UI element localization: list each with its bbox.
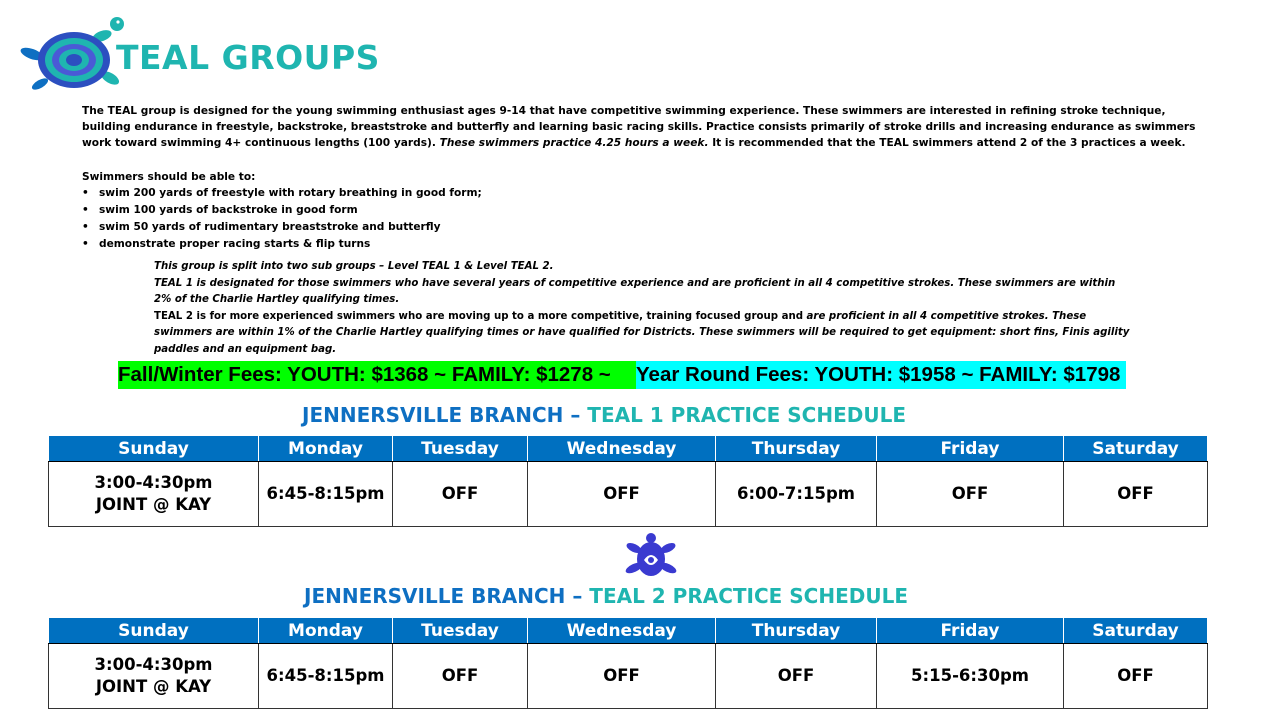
year-round-fees: Year Round Fees: YOUTH: $1958 ~ FAMILY: $1798	[636, 361, 1126, 389]
table-row	[49, 644, 1208, 709]
turtle-small-icon	[620, 532, 682, 584]
column-header: Friday	[877, 618, 1064, 644]
schedule2-table	[48, 617, 1208, 709]
schedule1-title: JENNERSVILLE BRANCH – TEAL 1 PRACTICE SCHEDULE	[302, 403, 906, 427]
column-header: Sunday	[49, 436, 259, 462]
fall-winter-fees: Fall/Winter Fees: YOUTH: $1368 ~ FAMILY: $1278 ~	[118, 361, 636, 389]
column-header: Monday	[259, 618, 393, 644]
column-header: Saturday	[1064, 436, 1208, 462]
table-cell: 3:00-4:30pm JOINT @ KAY	[49, 462, 259, 527]
column-header: Saturday	[1064, 618, 1208, 644]
table-cell: OFF	[1064, 462, 1208, 527]
subgroups-intro: This group is split into two sub groups – Level TEAL 1 & Level TEAL 2.	[154, 261, 554, 272]
skills-list	[82, 185, 482, 253]
turtle-logo-icon	[18, 14, 126, 100]
table-cell: OFF	[393, 644, 528, 709]
table-cell: 6:45-8:15pm	[259, 462, 393, 527]
intro-recommend-text: It is recommended that the TEAL swimmers attend 2 of the 3 practices a week.	[712, 137, 1186, 149]
intro-text: The TEAL group is designed for the young swimming enthusiast ages 9-14 that have competitive swimming experience. These swimmers are interested in refining stroke technique, building endurance in freestyle, backstroke, breaststroke and butterfly and learning basic racing skills. Practice consists primarily of stroke drills and increasing endurance as swimmers work toward swimming 4+ continuous lengths (100 yards).	[82, 105, 1196, 149]
intro-paragraph	[82, 103, 1202, 151]
table-cell: 6:00-7:15pm	[716, 462, 877, 527]
page-title: TEAL GROUPS	[116, 38, 380, 77]
column-header: Thursday	[716, 618, 877, 644]
list-item: • swim 200 yards of freestyle with rotary breathing in good form;	[82, 187, 482, 199]
column-header: Wednesday	[528, 618, 716, 644]
column-header: Thursday	[716, 436, 877, 462]
table-cell: OFF	[528, 462, 716, 527]
table-row	[49, 462, 1208, 527]
schedule2-title: JENNERSVILLE BRANCH – TEAL 2 PRACTICE SCHEDULE	[304, 584, 908, 608]
table-cell: OFF	[877, 462, 1064, 527]
skills-heading: Swimmers should be able to:	[82, 171, 256, 183]
list-item: • demonstrate proper racing starts & flip turns	[82, 238, 371, 250]
subgroups-paragraph	[154, 259, 1134, 358]
column-header: Tuesday	[393, 436, 528, 462]
table-header-row	[49, 436, 1208, 462]
table-cell: 6:45-8:15pm	[259, 644, 393, 709]
table-cell: OFF	[528, 644, 716, 709]
table-cell: OFF	[716, 644, 877, 709]
list-item: • swim 100 yards of backstroke in good form	[82, 204, 358, 216]
schedule1-table	[48, 435, 1208, 527]
table-header-row	[49, 618, 1208, 644]
list-item: • swim 50 yards of rudimentary breaststroke and butterfly	[82, 221, 441, 233]
column-header: Tuesday	[393, 618, 528, 644]
teal1-description: TEAL 1 is designated for those swimmers who have several years of competitive experience and are proficient in all 4 competitive strokes. These swimmers are within 2% of the Charlie Hartley qualifying times.	[154, 277, 1116, 305]
column-header: Wednesday	[528, 436, 716, 462]
column-header: Monday	[259, 436, 393, 462]
table-cell: OFF	[393, 462, 528, 527]
table-cell: OFF	[1064, 644, 1208, 709]
table-cell: 3:00-4:30pm JOINT @ KAY	[49, 644, 259, 709]
intro-hours-text: These swimmers practice 4.25 hours a week.	[439, 137, 709, 149]
teal2-description: TEAL 2 is for more experienced swimmers who are moving up to a more competitive, training focused group and are proficient in all 4 competitive strokes. These swimmers are within 1% of the Charlie Hartley qualifying times or have qualified for Districts. These swimmers will be required to get equipment: short fins, Finis agility paddles and an equipment bag.	[154, 310, 1130, 355]
column-header: Sunday	[49, 618, 259, 644]
column-header: Friday	[877, 436, 1064, 462]
table-cell: 5:15-6:30pm	[877, 644, 1064, 709]
